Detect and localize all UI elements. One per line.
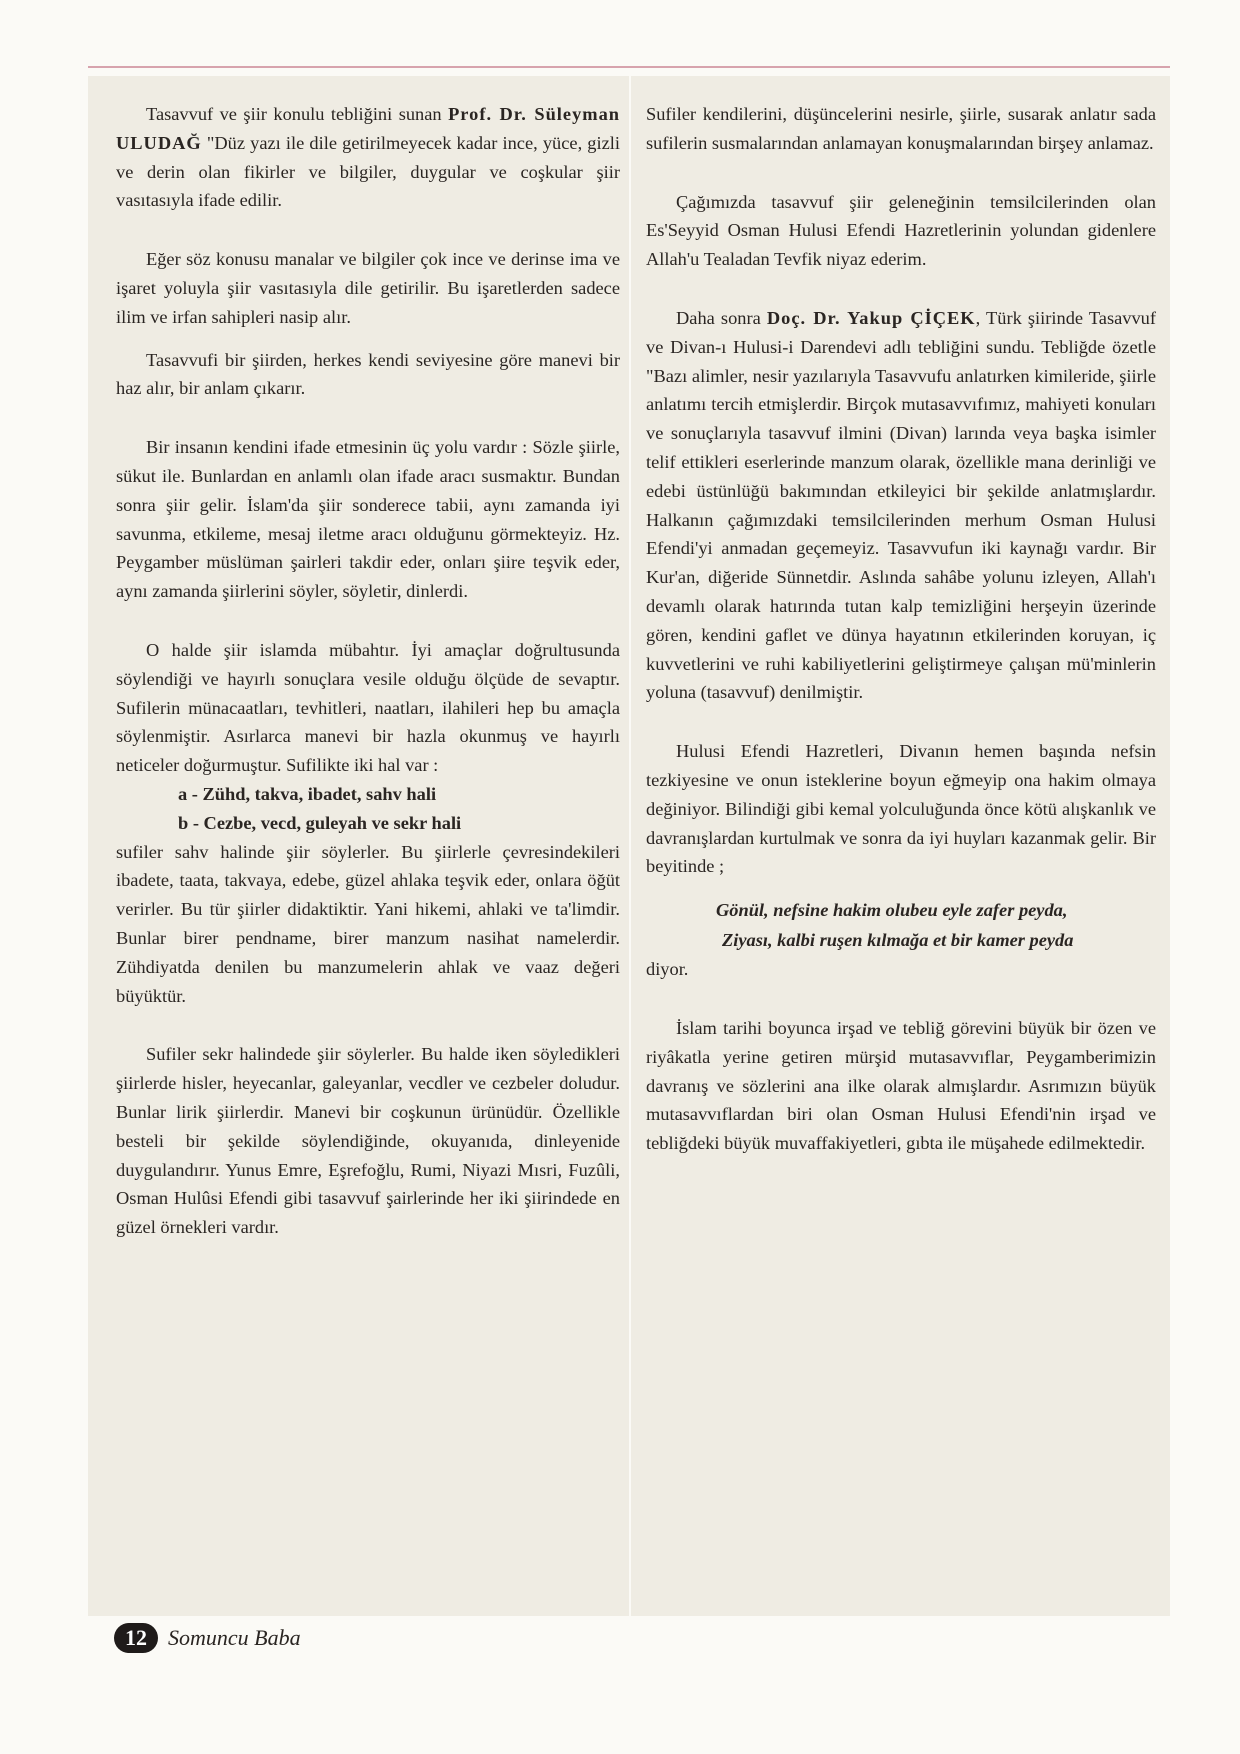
speaker-name: Doç. Dr. Yakup ÇİÇEK [766,307,976,328]
paragraph: Tasavvufi bir şiirden, herkes kendi seviyesine göre manevi bir haz alır, bir anlam çıkarır. [116,349,620,399]
left-column [116,100,620,1242]
paragraph-text: "Düz yazı ile dile getirilmeyecek kadar ince, yüce, gizli ve derin olan fikirler ve bilgiler, duygular ve coşkular şiir vasıtasıyla ifade edilir. [116,132,620,211]
verse-line: Gönül, nefsine hakim olubeu eyle zafer peyda, [716,900,1068,921]
column-divider [629,76,631,1616]
verse-line: Ziyası, kalbi ruşen kılmağa et bir kamer peyda [722,930,1074,951]
paragraph-text: Daha sonra [676,307,767,328]
page-footer [114,1618,301,1658]
top-rule [88,66,1170,68]
speaker-name: Prof. Dr. Süleyman ULUDAĞ [116,104,621,153]
paragraph: İslam tarihi boyunca irşad ve tebliğ görevini büyük bir özen ve riyâkatla yerine getiren mürşid mutasavvıflar, Peygamberimizin davranış ve sözlerini ana ilke olarak almışlardır. Asrımızın büyük mutasavvıflardan biri olan Osman Hulusi Efendi'nin irşad ve tebliğdeki büyük muvaffakiyetleri, gıbta ile müşahede edilmektedir. [646,1017,1156,1154]
list-item: a - Zühd, takva, ibadet, sahv hali [178,783,437,804]
paragraph [116,100,620,215]
magazine-name: Somuncu Baba [168,1625,301,1650]
verse-closing: diyor. [646,959,689,980]
list-item: b - Cezbe, vecd, guleyah ve sekr hali [178,812,462,833]
paragraph: Eğer söz konusu manalar ve bilgiler çok ince ve derinse ima ve işaret yoluyla şiir vasıtasıyla dile getirilir. Bu işaretlerden sadece ilim ve irfan sahipleri nasip alır. [116,249,620,327]
paragraph-text: , Türk şiirinde Tasavvuf ve Divan-ı Hulusi-i Darendevi adlı tebliğini sundu. Tebliğde özetle "Bazı alimler, nesir yazılarıyla Tasavvufu anlatırken kimileride, şiirle anlatımı tercih etmişlerdir. Birçok mutasavvıfımız, mahiyeti konuları ve sonuçlarıyla tasavvuf ilmini (Divan) larında veya başka isimler telif ettikleri eserlerinde manzum olarak, özellikle mana derinliği ve edebi üstünlüğü bakımından etkileyici bir şekilde anlatmışlardır. Halkanın çağımızdaki temsilcilerinden merhum Osman Hulusi Efendi'yi anmadan geçemeyiz. Tasavvufun iki kaynağı vardır. Bir Kur'an, diğeride Sünnetdir. Aslında sahâbe yolunu izleyen, Allah'ı devamlı olarak hatırında tutan kalp temizliğini herşeyin üzerinde gören, kendini gaflet ve dünya hayatının etkilerinden koruyan, iç kuvvetlerini ve ruhi kabiliyetlerini geliştirmeye çalışan mü'minlerin yoluna (tasavvuf) denilmiştir. [646,307,1156,703]
paragraph: Bir insanın kendini ifade etmesinin üç yolu vardır : Sözle şiirle, sükut ile. Bunlardan en anlamlı olan ifade aracı susmaktır. Bundan sonra şiir gelir. İslam'da şiir sonderece tabii, aynı zamanda iyi savunma, etkileme, mesaj iletme aracı olduğunu görmekteyiz. Hz. Peygamber müslüman şairleri takdir eder, onları şiire teşvik eder, aynı zamanda şiirlerini söyler, söyletir, dinlerdi. [116,437,620,602]
right-column [646,100,1156,1158]
paragraph: Sufiler sekr halindede şiir söylerler. Bu halde iken söyledikleri şiirlerde hisler, heyecanlar, galeyanlar, vecdler ve cezbeler doludur. Bunlar lirik şiirlerdir. Manevi bir coşkunun ürünüdür. Özellikle besteli bir şekilde söylendiğinde, okuyanıda, dinleyenide duygulandırır. Yunus Emre, Eşrefoğlu, Rumi, Niyazi Mısri, Fuzûli, Osman Hulûsi Efendi gibi tasavvuf şairlerinde her iki şiirindede en güzel örnekleri vardır. [116,1044,620,1238]
paragraph: Sufiler kendilerini, düşüncelerini nesirle, şiirle, susarak anlatır sada sufilerin susmalarından anlamayan konuşmalarından birşey anlamaz. [646,104,1156,153]
paragraph: Çağımızda tasavvuf şiir geleneğinin temsilcilerinden olan Es'Seyyid Osman Hulusi Efendi Hazretlerinin yolundan gidenlere Allah'u Tealadan Tevfik niyaz ederim. [646,191,1156,270]
paragraph: O halde şiir islamda mübahtır. İyi amaçlar doğrultusunda söylendiği ve hayırlı sonuçlara vesile olduğu ölçüde de sevaptır. Sufilerin münacaatları, tevhitleri, naatları, ilahileri hep bu amaçla söylenmiştir. Asırlarca manevi bir hazla okunmuş ve hayırlı neticeler doğurmuştur. Sufilikte iki hal var : [116,639,620,776]
page-number: 12 [114,1623,158,1653]
paragraph-text: Tasavvuf ve şiir konulu tebliğini sunan [146,104,449,124]
paragraph: Hulusi Efendi Hazretleri, Divanın hemen başında nefsin tezkiyesine ve onun isteklerine boyun eğmeyip ona hakim olmaya değiniyor. Bilindiği gibi kemal yolculuğunda önce kötü alışkanlık ve davranışlardan kurtulmak ve sonra da iyi huyları kazanmak gelir. Bir beyitinde ; [646,741,1156,877]
paragraph: sufiler sahv halinde şiir söylerler. Bu şiirlerle çevresindekileri ibadete, taata, takvaya, edebe, güzel ahlaka teşvik eder, onlara öğüt verirler. Bu tür şiirler didaktiktir. Yani hikemi, ahlaki ve ta'limdir. Bunlar birer pendname, birer manzum nasihat namelerdir. Zühdiyatda denilen bu manzumelerin ahlak ve vaaz değeri büyüktür. [116,841,620,1006]
paragraph [646,304,1156,707]
